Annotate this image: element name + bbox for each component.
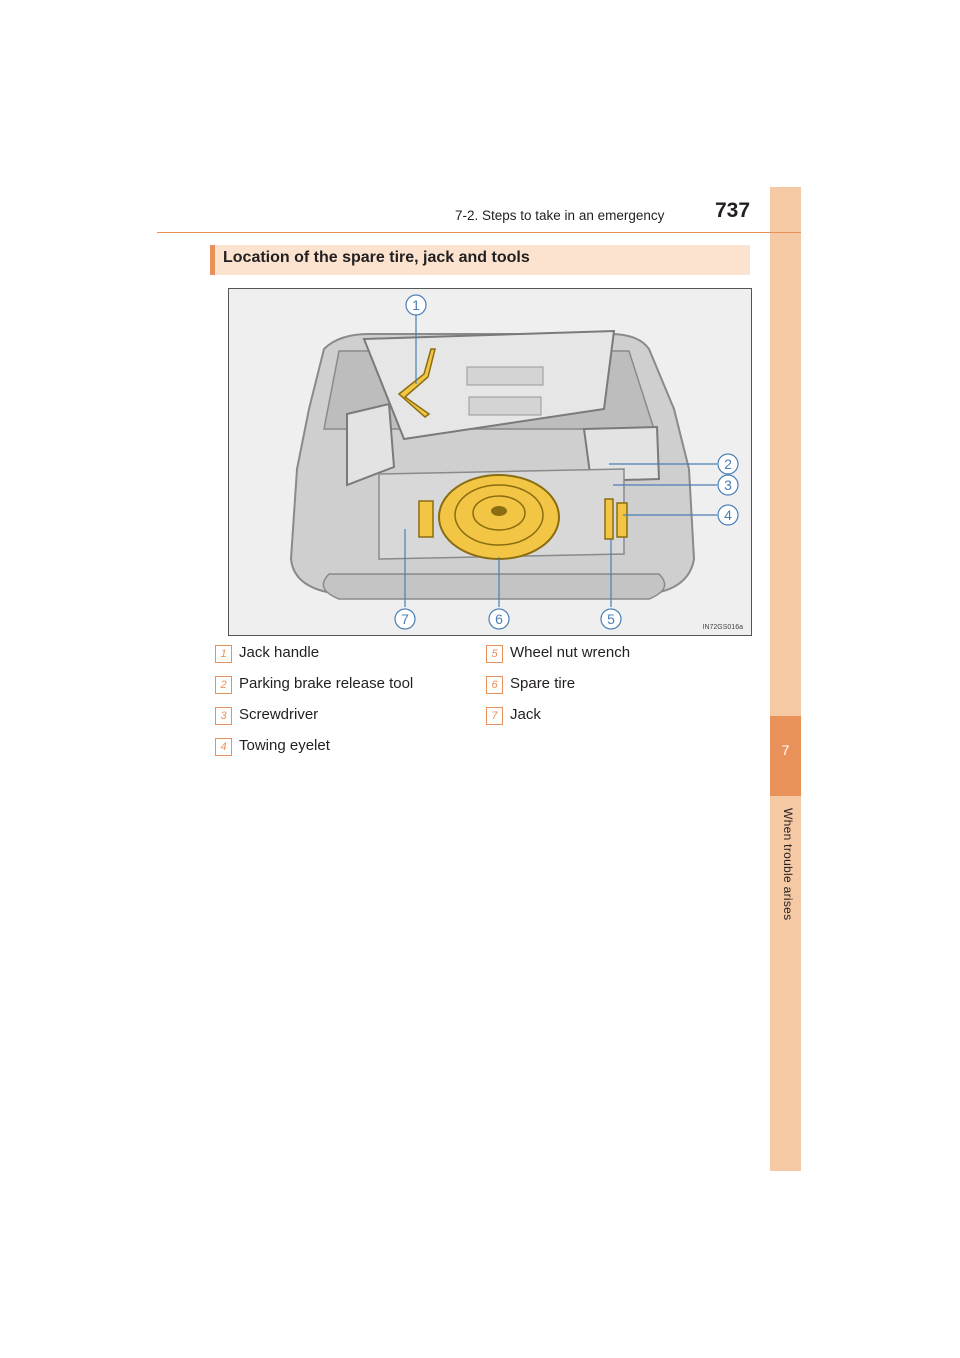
callout-3-label: 3 — [724, 477, 732, 493]
legend-label: Spare tire — [510, 675, 576, 692]
legend-number: 1 — [215, 645, 232, 663]
callout-4-label: 4 — [724, 507, 732, 523]
section-banner — [210, 245, 750, 275]
spare-tire-center — [491, 506, 507, 516]
chapter-side-tab — [770, 187, 801, 1171]
trunk-diagram — [229, 289, 751, 635]
legend-label: Screwdriver — [239, 706, 319, 723]
callout-5-label: 5 — [607, 611, 615, 627]
section-banner-bar — [210, 245, 215, 275]
illustration-code: IN72GS016a — [702, 624, 743, 631]
chapter-number: 7 — [781, 742, 790, 758]
tool-kit — [617, 503, 627, 537]
legend-number: 2 — [215, 676, 232, 694]
chapter-title: When trouble arises — [781, 808, 795, 921]
legend-label: Jack — [510, 706, 541, 723]
trunk-illustration — [228, 288, 752, 636]
legend-number: 6 — [486, 676, 503, 694]
callout-6-label: 6 — [495, 611, 503, 627]
jack — [419, 501, 433, 537]
spare-tire — [439, 475, 559, 559]
lid-slot-upper — [467, 367, 543, 385]
callout-2-label: 2 — [724, 456, 732, 472]
running-header: 7-2. Steps to take in an emergency — [455, 208, 665, 223]
rear-bumper — [323, 574, 664, 599]
legend-label: Jack handle — [239, 644, 320, 661]
legend-number: 5 — [486, 645, 503, 663]
callout-1-label: 1 — [412, 297, 420, 313]
section-title: Location of the spare tire, jack and tools — [223, 249, 530, 266]
callout-7-label: 7 — [401, 611, 409, 627]
legend-label: Wheel nut wrench — [510, 644, 631, 661]
legend-label: Parking brake release tool — [239, 675, 414, 692]
legend-number: 4 — [215, 738, 232, 756]
lid-slot-lower — [469, 397, 541, 415]
wheel-nut-wrench — [605, 499, 613, 539]
legend-label: Towing eyelet — [239, 737, 330, 754]
legend-number: 7 — [486, 707, 503, 725]
legend-number: 3 — [215, 707, 232, 725]
page-number: 737 — [715, 199, 751, 222]
header-rule — [157, 232, 801, 233]
